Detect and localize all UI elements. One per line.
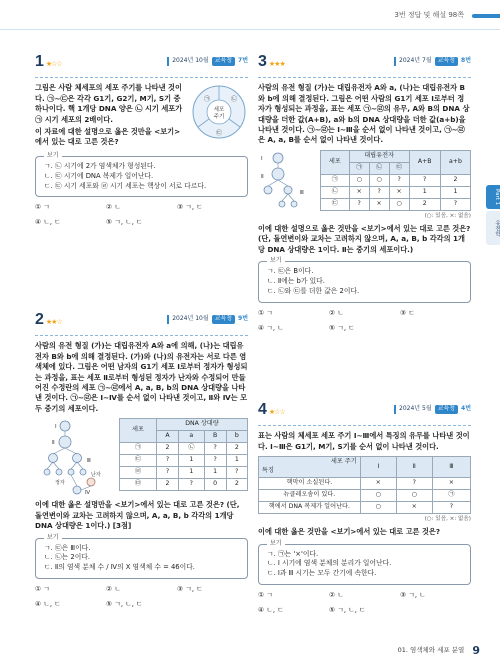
option-5[interactable]: ⑤ ㄱ, ㄷ xyxy=(329,323,355,332)
question-source xyxy=(167,315,248,324)
table-header: b xyxy=(226,431,247,443)
table-cell: ? xyxy=(440,198,470,210)
divider xyxy=(35,335,248,336)
table-corner xyxy=(259,457,361,478)
table-cell: × xyxy=(349,186,369,198)
question-stem: 사람의 유전 형질 (가)는 대립유전자 A와 a, (나)는 대립유전자 B와 b에 의해 결정된다. 그림은 어떤 사람의 G1기 세포 Ⅰ로부터 정자가 형성되는 과정을, 표는 세포 ㉠~㉣의 유무, A와 B의 DNA 상대량을 더한 값(A+B), a와 b의 DNA 상대량을 더한 값(a+b)을 나타낸 것이다. ㉠~㉣는 Ⅰ~Ⅲ을 순서 없이 나타낸 것이고, ㉠~㉣은 A, a, B를 순서 없이 나타낸 것이다. xyxy=(258,83,470,145)
table-cell: × xyxy=(432,478,470,490)
bogi-title: 보기 xyxy=(44,534,62,543)
table-cell: ㉢ xyxy=(321,198,350,210)
question-prompt: 이 자료에 대한 설명으로 옳은 것만을 <보기>에서 있는 대로 고른 것은? xyxy=(35,126,181,147)
question-stem: 그림은 사람 체세포의 세포 주기를 나타낸 것이다. ㉠~㉢은 각각 G1기, G2기, M기, S기 중 하나이다. 핵 1개당 DNA 양은 ㉡ 시기 세포가 ㉠ 시기 세포의 2배이다. xyxy=(35,83,183,124)
table-cell: × xyxy=(369,198,389,210)
table-cell: × xyxy=(389,186,409,198)
table-cell: 2 xyxy=(157,479,179,491)
option-4[interactable]: ④ ㄴ, ㄷ xyxy=(258,605,284,614)
table-cell: ○ xyxy=(349,174,369,186)
table-header: A+B xyxy=(409,150,440,174)
source-type: 교육청 xyxy=(435,57,458,66)
table-cell: ㉣ xyxy=(120,467,157,479)
table-cell: ㉤ xyxy=(120,479,157,491)
question-number: 1 xyxy=(35,53,44,70)
table-cell: 1 xyxy=(178,455,204,467)
bogi-item: ㄷ. ㉢ 시기 세포와 ㉣ 시기 세포는 핵상이 서로 다르다. xyxy=(44,181,207,190)
table-row xyxy=(120,479,248,491)
diagram-center-2: 주기 xyxy=(213,114,225,121)
table-cell: ㉡ xyxy=(321,186,350,198)
table-cell: 뉴클레오솜이 있다. xyxy=(259,490,361,502)
table-row xyxy=(321,186,471,198)
page-number: 9 xyxy=(472,644,480,658)
question-header xyxy=(35,50,248,73)
table-row xyxy=(259,478,471,490)
side-tabs xyxy=(486,185,500,255)
answer-options xyxy=(35,203,248,228)
table-cell: 핵에서 DNA 복제가 일어난다. xyxy=(259,502,361,514)
table-row xyxy=(259,490,471,502)
question-1 xyxy=(35,50,248,270)
bogi-item: ㄷ. ㉡와 ㉢를 더한 값은 2이다. xyxy=(267,286,360,295)
answer-options xyxy=(35,585,248,610)
table-cell: ? xyxy=(396,478,432,490)
option-4[interactable]: ④ ㄴ, ㄷ xyxy=(35,218,61,227)
option-2[interactable]: ② ㄴ xyxy=(329,591,344,600)
option-1[interactable]: ① ㄱ xyxy=(258,591,273,600)
option-4[interactable]: ④ ㄴ, ㄷ xyxy=(35,599,61,608)
option-3[interactable]: ③ ㄱ, ㄴ xyxy=(400,591,426,600)
diagram-label: Ⅱ xyxy=(52,440,55,447)
cell-cycle-diagram xyxy=(190,83,248,141)
question-2 xyxy=(35,308,248,610)
diagram-label: Ⅰ xyxy=(55,424,57,431)
question-prompt: 이에 대한 옳은 것만을 <보기>에서 있는 대로 고른 것은? xyxy=(258,527,441,537)
table-cell: ? xyxy=(157,467,179,479)
right-column xyxy=(258,50,471,616)
difficulty-stars: ★★☆ xyxy=(45,318,62,326)
table-note: (○: 있음, ×: 없음) xyxy=(424,212,471,219)
source-type: 교육청 xyxy=(212,315,235,324)
table-cell: 2 xyxy=(226,443,247,455)
cell-cycle-table xyxy=(258,456,471,514)
question-number: 2 xyxy=(35,311,44,328)
table-header: ㉢ xyxy=(389,162,409,174)
bogi-item: ㄴ. Ⅰ 시기에 염색 분체의 분리가 일어난다. xyxy=(267,559,392,568)
allele-table xyxy=(320,150,471,211)
source-year: 2024년 7월 xyxy=(399,57,432,65)
question-number: 3 xyxy=(258,53,267,70)
table-row xyxy=(120,467,248,479)
option-5[interactable]: ⑤ ㄱ, ㄴ, ㄷ xyxy=(106,599,143,608)
diagram-label: Ⅲ xyxy=(87,458,91,465)
option-1[interactable]: ① ㄱ xyxy=(258,308,273,317)
bogi-box xyxy=(258,257,471,303)
table-cell: ? xyxy=(369,186,389,198)
table-cell: × xyxy=(396,502,432,514)
source-number: 4번 xyxy=(461,405,471,413)
table-title: DNA 상대량 xyxy=(157,419,248,431)
table-cell: ? xyxy=(157,455,179,467)
table-header: a xyxy=(178,431,204,443)
table-cell: ? xyxy=(409,174,440,186)
page-footer xyxy=(398,643,480,659)
meiosis-diagram xyxy=(258,150,314,210)
page-header xyxy=(0,0,500,30)
diagram-center-1: 세포 xyxy=(213,107,225,114)
table-row xyxy=(321,174,471,186)
table-header: 세포 xyxy=(321,150,350,174)
part-tab[interactable]: Part 1 xyxy=(486,185,500,209)
table-header: ㉡ xyxy=(369,162,389,174)
option-1[interactable]: ① ㄱ xyxy=(35,203,50,212)
bogi-item: ㄱ. ㉢은 Ⅲ이다. xyxy=(44,543,91,552)
bogi-box xyxy=(258,539,471,586)
question-source xyxy=(394,57,471,66)
table-cell: ? xyxy=(389,174,409,186)
diagram-label: 정자 xyxy=(55,480,65,487)
diagram-label: 난자 xyxy=(91,472,101,479)
table-cell: ㉠ xyxy=(120,443,157,455)
option-5[interactable]: ⑤ ㄱ, ㄴ, ㄷ xyxy=(106,218,143,227)
diagram-label: Ⅲ xyxy=(300,189,304,196)
table-header: 대립유전자 xyxy=(349,150,409,162)
table-cell: ○ xyxy=(396,490,432,502)
question-prompt: 이에 대한 설명으로 옳은 것만을 <보기>에서 있는 대로 고른 것은? (단, 돌연변이와 교차는 고려하지 않으며, A, a, B, b 각각의 1개당 DNA 상대량은 1이다. Ⅱ는 중기의 세포이다.) xyxy=(258,223,471,254)
table-cell: ㉠ xyxy=(432,490,470,502)
question-source xyxy=(394,405,471,414)
question-4 xyxy=(258,398,471,616)
section-tab[interactable]: 유전학 xyxy=(486,211,500,245)
answer-options xyxy=(258,591,471,616)
bogi-item: ㄷ. Ⅰ과 Ⅲ 시기는 모두 간기에 속한다. xyxy=(267,569,377,578)
option-2[interactable]: ② ㄴ xyxy=(106,203,121,212)
table-header: A xyxy=(157,431,179,443)
table-cell: ? xyxy=(178,479,204,491)
table-cell: 2 xyxy=(440,174,470,186)
left-column xyxy=(35,50,248,610)
table-cell: ? xyxy=(204,455,226,467)
table-header: Ⅰ xyxy=(360,457,396,478)
option-2[interactable]: ② ㄴ xyxy=(329,308,344,317)
header-accent-bar xyxy=(472,14,500,18)
table-row xyxy=(259,502,471,514)
divider xyxy=(258,77,471,78)
table-note: (○: 있음, ×: 없음) xyxy=(424,515,471,522)
answer-options xyxy=(258,309,471,334)
question-3 xyxy=(258,50,471,332)
option-2[interactable]: ② ㄴ xyxy=(106,585,121,594)
table-cell: × xyxy=(360,478,396,490)
table-cell: ○ xyxy=(360,490,396,502)
option-3[interactable]: ③ ㄷ xyxy=(400,308,415,317)
bogi-box xyxy=(35,151,248,198)
divider xyxy=(35,77,248,78)
question-stem: 표는 사람의 체세포 세포 주기 Ⅰ~Ⅲ에서 특징의 유무를 나타낸 것이다. Ⅰ~Ⅲ은 G1기, M기, S기를 순서 없이 나타낸 것이다. xyxy=(258,431,470,451)
question-prompt: 이에 대한 옳은 설명만을 <보기>에서 있는 대로 고른 것은? (단, 돌연변이와 교차는 고려하지 않으며, A, a, B, b 각각의 1개당 DNA 상대량은 1이다.) [3점] xyxy=(35,500,240,531)
bogi-item: ㄱ. ㉢은 B이다. xyxy=(267,267,314,276)
table-cell: ? xyxy=(204,443,226,455)
option-5[interactable]: ⑤ ㄱ, ㄴ, ㄷ xyxy=(329,605,366,614)
table-header: Ⅲ xyxy=(432,457,470,478)
table-cell: ? xyxy=(432,502,470,514)
bogi-item: ㄴ. Ⅱ에는 b가 있다. xyxy=(267,277,325,285)
diagram-label: Ⅰ xyxy=(261,155,263,162)
table-cell: 2 xyxy=(226,479,247,491)
bogi-item: ㄱ. ㉡ 시기에 2가 염색체가 형성된다. xyxy=(44,161,156,170)
question-header xyxy=(258,50,471,73)
table-cell: 1 xyxy=(204,467,226,479)
table-header: B xyxy=(204,431,226,443)
source-year: 2024년 10월 xyxy=(172,315,209,323)
difficulty-stars: ★☆☆ xyxy=(268,408,285,416)
option-3[interactable]: ③ ㄱ, ㄷ xyxy=(177,203,203,212)
question-header xyxy=(258,398,471,421)
bogi-item: ㄴ. ㉡는 2이다. xyxy=(44,553,91,562)
corner-bottom: 특징 xyxy=(262,467,274,475)
answer-reference: 3번 정답 및 해설 98쪽 xyxy=(394,11,464,19)
option-4[interactable]: ④ ㄱ, ㄴ xyxy=(258,323,284,332)
spermatogenesis-diagram xyxy=(35,418,113,496)
option-1[interactable]: ① ㄱ xyxy=(35,585,50,594)
source-number: 7번 xyxy=(238,57,248,65)
source-year: 2024년 5월 xyxy=(399,405,432,413)
question-header xyxy=(35,308,248,331)
table-cell: ㉡ xyxy=(178,443,204,455)
source-number: 8번 xyxy=(461,57,471,65)
table-cell: ㉢ xyxy=(120,455,157,467)
table-cell: 2 xyxy=(157,443,179,455)
source-type: 교육청 xyxy=(212,57,235,66)
table-row xyxy=(321,198,471,210)
table-cell: ○ xyxy=(389,198,409,210)
bogi-box xyxy=(35,533,248,580)
source-year: 2024년 10월 xyxy=(172,57,209,65)
bogi-title: 보기 xyxy=(267,540,285,549)
difficulty-stars: ★☆☆ xyxy=(45,60,62,68)
question-source xyxy=(167,57,248,66)
option-3[interactable]: ③ ㄱ, ㄷ xyxy=(177,585,203,594)
question-number: 4 xyxy=(258,401,267,418)
table-cell: ○ xyxy=(369,174,389,186)
table-cell: 2 xyxy=(409,198,440,210)
diagram-label: ㉠ xyxy=(204,96,211,104)
bogi-title: 보기 xyxy=(44,152,62,161)
bogi-item: ㄷ. Ⅱ의 염색 분체 수 / Ⅳ의 X 염색체 수 = 46이다. xyxy=(44,563,195,572)
diagram-label: ㉢ xyxy=(216,130,223,138)
table-cell: 1 xyxy=(226,455,247,467)
table-cell: 0 xyxy=(204,479,226,491)
table-cell: 1 xyxy=(440,186,470,198)
bogi-title: 보기 xyxy=(267,257,285,266)
table-header: ㉠ xyxy=(349,162,369,174)
diagram-label: Ⅱ xyxy=(261,173,264,180)
difficulty-stars: ★★★ xyxy=(268,60,285,68)
table-header: Ⅱ xyxy=(396,457,432,478)
source-number: 9번 xyxy=(238,315,248,323)
source-type: 교육청 xyxy=(435,405,458,414)
table-cell: ㉠ xyxy=(321,174,350,186)
table-cell: ? xyxy=(349,198,369,210)
chapter-title: 01. 염색체와 세포 분열 xyxy=(397,646,465,655)
table-header: a+b xyxy=(440,150,470,174)
divider xyxy=(258,425,471,426)
bogi-item: ㄴ. ㉢ 시기에 DNA 복제가 일어난다. xyxy=(44,171,154,180)
table-row xyxy=(120,443,248,455)
diagram-label: Ⅳ xyxy=(85,490,91,497)
corner-top: 세포 주기 xyxy=(330,458,357,466)
table-cell: ○ xyxy=(360,502,396,514)
table-cell: 1 xyxy=(409,186,440,198)
question-stem: 사람의 유전 형질 (가)는 대립유전자 A와 a에 의해, (나)는 대립유전자 B와 b에 의해 결정된다. (가)와 (나)의 유전자는 서로 다른 염색체에 있다. 그림은 어떤 남자의 G1기 세포 Ⅰ로부터 정자가 형성되는 과정을, 표는 세포 Ⅱ로부터 형성된 정자가 난자와 수정되어 만들어진 수정란의 세포 ㉠~㉣에서 A, a, B, b의 DNA 상대량을 나타낸 것이다. ㉠~㉣은 Ⅰ~Ⅳ를 순서 없이 나타낸 것이고, Ⅱ와 Ⅳ는 모두 중기의 세포이다. xyxy=(35,341,248,413)
dna-table xyxy=(119,418,248,491)
table-cell: 핵막이 소실된다. xyxy=(259,478,361,490)
bogi-item: ㄱ. ㉠는 '×'이다. xyxy=(267,549,319,558)
table-header: 세포 xyxy=(120,419,157,443)
table-cell: ? xyxy=(226,467,247,479)
table-row xyxy=(120,455,248,467)
diagram-label: ㉡ xyxy=(231,96,238,104)
table-cell: 1 xyxy=(178,467,204,479)
